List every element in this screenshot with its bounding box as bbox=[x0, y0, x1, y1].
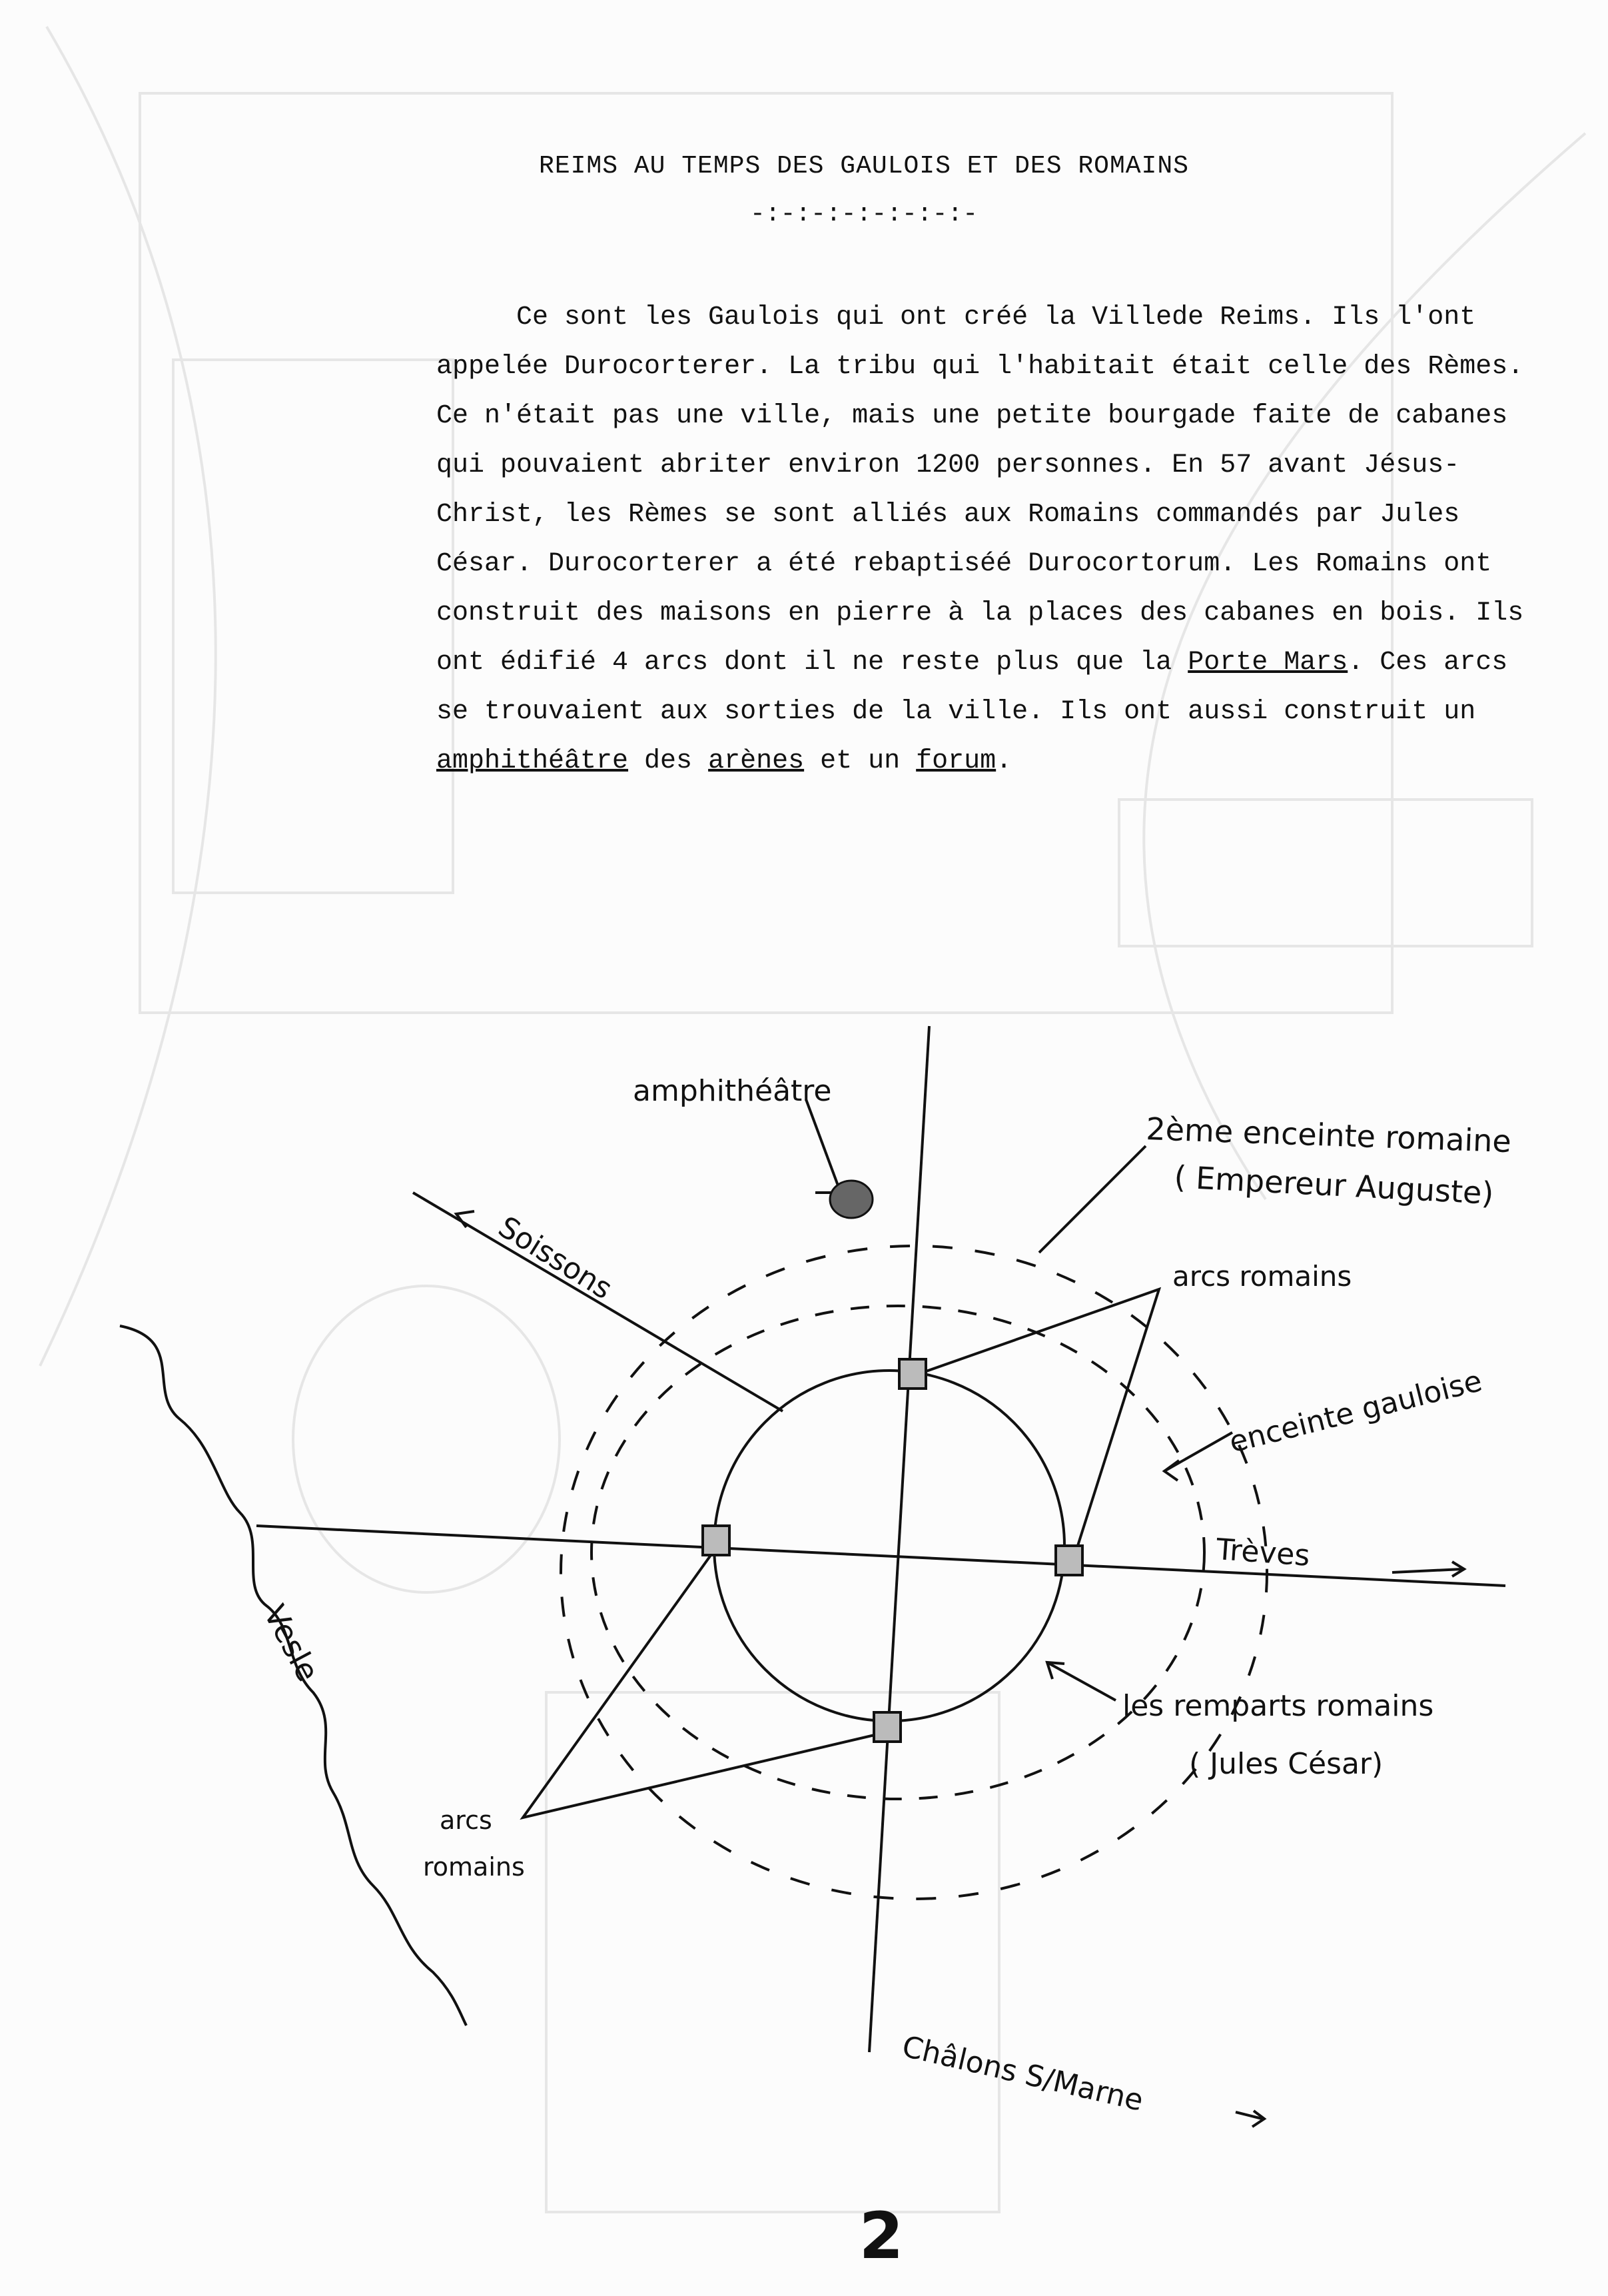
arc-east bbox=[1056, 1546, 1082, 1575]
page-title: REIMS AU TEMPS DES GAULOIS ET DES ROMAINS bbox=[539, 152, 1189, 181]
arcs-triangle-right bbox=[923, 1289, 1159, 1562]
intro-text-part: . Ces arcs se trouvaient aux sorties de la ville. Ils ont aussi construit un bbox=[436, 648, 1508, 727]
intro-text-part: . bbox=[996, 746, 1012, 776]
intro-text-part: des bbox=[628, 746, 709, 776]
map-label-arcs-left-2: romains bbox=[423, 1852, 525, 1882]
map-label-chalons: Châlons S/Marne bbox=[899, 2029, 1146, 2118]
map-label-treves: Trèves bbox=[1215, 1532, 1312, 1573]
map-label-remparts: les remparts romains bbox=[1122, 1689, 1434, 1723]
intro-text-part: et un bbox=[804, 746, 917, 776]
remparts-pointer bbox=[1047, 1662, 1116, 1700]
amphitheatre-pointer bbox=[806, 1099, 841, 1193]
forum-term: forum bbox=[916, 746, 997, 776]
reims-map-diagram bbox=[0, 826, 1608, 2225]
east-west-axis bbox=[256, 1526, 1505, 1586]
soissons-arrow bbox=[456, 1211, 474, 1227]
second-enceinte-pointer bbox=[1039, 1146, 1146, 1253]
map-label-soissons: Soissons bbox=[492, 1210, 618, 1307]
map-label-second-enceinte: 2ème enceinte romaine bbox=[1145, 1111, 1512, 1160]
arc-north bbox=[899, 1359, 926, 1389]
arenes-term: arènes bbox=[708, 746, 805, 776]
arc-south bbox=[874, 1712, 901, 1742]
title-separator: -:-:-:-:-:-:-:- bbox=[749, 200, 979, 229]
intro-text-part: Ce sont les Gaulois qui ont créé la Villede Reims. Ils l'ont appelée Durocorterer. La tribu qui l'habitait était celle des Rèmes. Ce n'était pas une ville, mais une petite bourgade faite de cabanes qui pouvaient abriter environ 1200 personnes. En 57 avant Jésus-Christ, les Rèmes se sont alliés aux Romains commandés par Jules César. Durocorterer a été rebaptiséé Durocortorum. Les Romains ont construit des maisons en pierre à la places des cabanes en bois. Ils ont édifié 4 arcs dont il ne reste plus que la bbox=[436, 302, 1524, 678]
map-label-jules-cesar: ( Jules César) bbox=[1189, 1747, 1384, 1781]
map-label-auguste: ( Empereur Auguste) bbox=[1173, 1159, 1495, 1212]
intro-paragraph bbox=[436, 293, 1555, 786]
amphitheatre-term: amphithéâtre bbox=[436, 746, 629, 776]
treves-arrow bbox=[1392, 1569, 1462, 1572]
map-label-arcs-left-1: arcs bbox=[440, 1806, 492, 1835]
porte-mars-link: Porte Mars bbox=[1188, 648, 1348, 678]
map-label-enceinte-gauloise: enceinte gauloise bbox=[1226, 1364, 1485, 1460]
map-label-vesle: Vesle bbox=[256, 1598, 326, 1688]
gaulish-enclosure bbox=[714, 1371, 1064, 1721]
map-label-arcs-right: arcs romains bbox=[1172, 1260, 1352, 1293]
arcs-triangle-left bbox=[523, 1552, 886, 1818]
intro-text bbox=[436, 293, 1555, 786]
arc-west bbox=[703, 1526, 729, 1555]
page-number: 2 bbox=[859, 2199, 904, 2273]
amphitheatre-marker bbox=[830, 1181, 873, 1218]
map-label-amphitheatre: amphithéâtre bbox=[633, 1074, 832, 1108]
